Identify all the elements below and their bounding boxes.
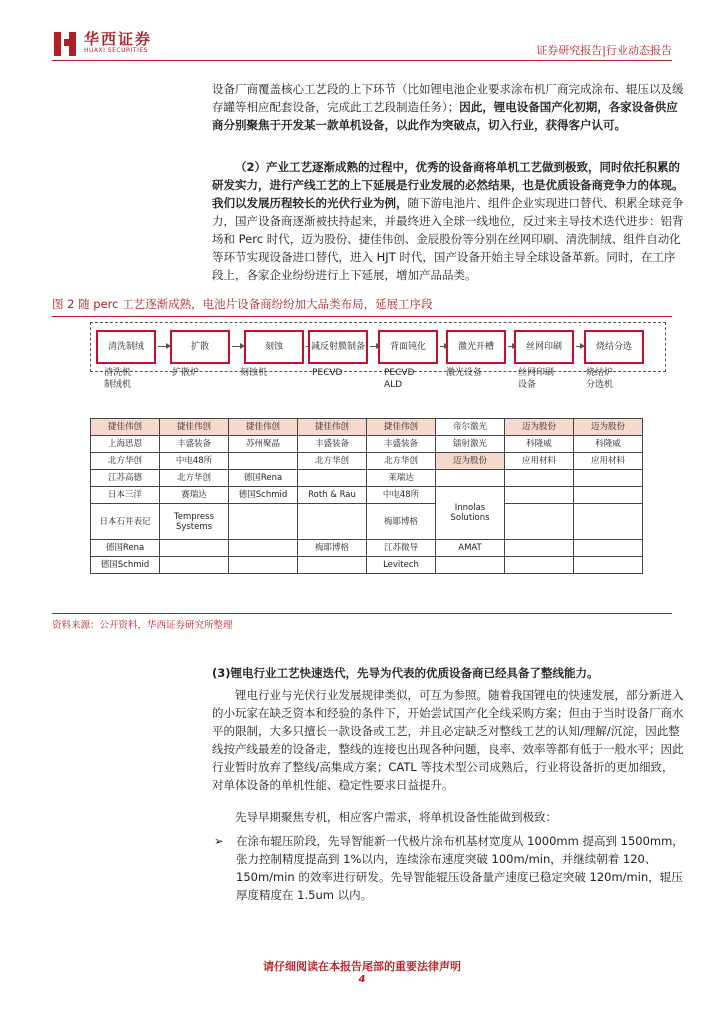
table-cell: 苏州聚晶 [229, 436, 298, 453]
page-header [0, 0, 724, 62]
table-cell: 赛瑞达 [160, 487, 229, 504]
table-cell: 丰盛装备 [298, 436, 367, 453]
table-cell: Roth & Rau [298, 487, 367, 504]
table-row [91, 540, 643, 557]
process-step: 减反射膜制备 [308, 330, 368, 364]
arrow-icon [576, 346, 584, 347]
header-divider [52, 60, 672, 61]
table-cell: 上海思恩 [91, 436, 160, 453]
table-header-cell: 迈为股份 [574, 419, 643, 436]
logo-english-name: HUAXI SECURITIES [84, 47, 148, 54]
table-cell: 北方华创 [298, 453, 367, 470]
footer-disclaimer: 请仔细阅读在本报告尾部的重要法律声明 [263, 960, 461, 973]
logo-chinese-name: 华西证券 [84, 30, 153, 48]
source-divider [52, 613, 672, 614]
table-header-cell: 捷佳伟创 [91, 419, 160, 436]
table-cell: 北方华创 [160, 470, 229, 487]
table-cell [505, 487, 574, 504]
table-cell: 中电48所 [160, 453, 229, 470]
figure-title: 图 2 随 perc 工艺逐渐成熟，电池片设备商纷纷加大品类布局，延展工序段 [52, 297, 433, 311]
table-cell [229, 540, 298, 557]
table-cell [160, 557, 229, 574]
table-cell: Tempress Systems [160, 504, 229, 540]
table-row [91, 470, 643, 487]
table-cell: 中电48所 [367, 487, 436, 504]
table-cell: 德国Rena [91, 540, 160, 557]
table-header-cell: 帝尔激光 [436, 419, 505, 436]
table-row [91, 557, 643, 574]
table-cell: 镭射激光 [436, 436, 505, 453]
table-cell: 德国Schmid [91, 557, 160, 574]
table-header-row [91, 419, 643, 436]
table-header-cell: 捷佳伟创 [298, 419, 367, 436]
paragraph-1 [212, 80, 684, 134]
logo-mark-icon [52, 30, 78, 56]
table-cell [505, 470, 574, 487]
bullet-item [214, 832, 688, 904]
figure-source: 资料来源：公开资料，华西证券研究所整理 [52, 620, 233, 631]
paragraph-5: 先导早期聚焦专机，相应客户需求，将单机设备性能做到极致： [235, 810, 557, 824]
table-cell: 江苏微导 [367, 540, 436, 557]
table-cell: 日本石井表记 [91, 504, 160, 540]
section-heading-3: (3)锂电行业工艺快速迭代，先导为代表的优质设备商已经具备了整线能力。 [212, 666, 599, 680]
figure-divider-top [52, 316, 672, 317]
process-step: 背面钝化 [378, 330, 438, 364]
table-cell [229, 557, 298, 574]
process-step: 刻蚀 [244, 330, 304, 364]
paragraph-2-bold: （2）产业工艺逐渐成熟的过程中，优秀的设备商将单机工艺做到极致，同时依托积累的研发实力，进行产线工艺的上下延展是行业发展的必然结果，也是优质设备商竞争力的体现。我们以发展历程较长的光伏行业为例， [212, 160, 684, 210]
table-cell [229, 453, 298, 470]
table-cell: 江苏高德 [91, 470, 160, 487]
table-cell: Levitech [367, 557, 436, 574]
table-cell: 科隆威 [505, 436, 574, 453]
table-cell: 应用材料 [574, 453, 643, 470]
table-header-cell: 捷佳伟创 [229, 419, 298, 436]
process-step: 烧结分选 [584, 330, 644, 364]
page-number: 4 [358, 974, 366, 985]
table-cell [574, 470, 643, 487]
equipment-label: 清洗机 制绒机 [104, 368, 132, 390]
paragraph-1-bold: 因此，锂电设备国产化初期，各家设备供应商分别聚焦于开发某一款单机设备，以此作为突破点，切入行业，获得客户认可。 [212, 100, 678, 132]
table-row [91, 453, 643, 470]
paragraph-4: 锂电行业与光伏行业发展规律类似，可互为参照。随着我国锂电的快速发展，部分新进入的小玩家在缺乏资本和经验的条件下，开始尝试国产化全线采购方案；但由于当时设备厂商水平的限制，大多只擅长一款设备或工艺，并且必定缺乏对整线工艺的认知/理解/沉淀，因此整线按产线最差的设备走，整线的连接也出现各种问题，良率、效率等都有低于一般水平；因此行业暂时放弃了整线/高集成方案；CATL 等技术型公司成熟后，行业将设备折的更加细致，对单体设备的单机性能、稳定性要求日益提升。 [212, 688, 684, 792]
equipment-label: 烧结炉 分选机 [586, 368, 614, 390]
table-cell: 丰盛装备 [160, 436, 229, 453]
table-cell [160, 540, 229, 557]
table-cell: 日本三洋 [91, 487, 160, 504]
table-cell [298, 557, 367, 574]
arrow-icon [158, 346, 170, 347]
table-row [91, 436, 643, 453]
table-cell: Innolas Solutions [436, 487, 505, 540]
table-cell: 梅耶博格 [367, 504, 436, 540]
bullet-text: 在涂布辊压阶段，先导智能新一代极片涂布机基材宽度从 1000mm 提高到 1500mm，张力控制精度提高到 1%以内，连续涂布速度突破 100m/min，并继续朝着 120、150m/min 的效率进行研发。先导智能辊压设备量产速度已稳定突破 120m/min，辊压厚度精度在 1.5um 以内。 [236, 834, 684, 902]
bullet-arrow-icon: ➢ [214, 834, 224, 848]
table-cell: 北方华创 [91, 453, 160, 470]
process-step: 丝网印刷 [514, 330, 574, 364]
table-cell: 迈为股份 [436, 453, 505, 470]
paragraph-1-text: 设备厂商覆盖核心工艺段的上下环节（比如锂电池企业要求涂布机厂商完成涂布、辊压以及缓存罐等相应配套设备，完成此工艺段制造任务）； [212, 82, 684, 114]
table-cell [298, 504, 367, 540]
table-cell [574, 487, 643, 504]
table-cell [505, 504, 574, 540]
report-type-label: 证券研究报告|行业动态报告 [536, 44, 672, 57]
table-cell: 莱瑞达 [367, 470, 436, 487]
table-row [91, 487, 643, 504]
table-cell [229, 504, 298, 540]
table-cell [574, 557, 643, 574]
table-cell [505, 540, 574, 557]
table-cell: AMAT [436, 540, 505, 557]
table-cell [436, 470, 505, 487]
equipment-label: 扩散炉 [172, 368, 200, 378]
table-cell: 梅耶博格 [298, 540, 367, 557]
process-step: 清洗制绒 [96, 330, 156, 364]
equipment-label: PECVD ALD [384, 368, 415, 390]
process-step: 激光开槽 [446, 330, 506, 364]
table-cell: 德国Schmid [229, 487, 298, 504]
table-cell [574, 540, 643, 557]
table-cell [574, 504, 643, 540]
table-cell: 丰盛装备 [367, 436, 436, 453]
equipment-label: 激光设备 [446, 368, 483, 378]
company-logo [52, 30, 152, 56]
arrow-icon [232, 346, 244, 347]
table-cell: 科隆威 [574, 436, 643, 453]
table-row [91, 504, 643, 540]
table-cell: 德国Rena [229, 470, 298, 487]
process-step: 扩散 [170, 330, 230, 364]
figure-area [90, 320, 670, 610]
table-cell: 北方华创 [367, 453, 436, 470]
table-header-cell: 迈为股份 [505, 419, 574, 436]
table-header-cell: 捷佳伟创 [367, 419, 436, 436]
equipment-label: 丝网印刷 设备 [518, 368, 555, 390]
equipment-label: 刻蚀机 [240, 368, 268, 378]
table-header-cell: 捷佳伟创 [160, 419, 229, 436]
table-cell [298, 470, 367, 487]
table-cell [505, 557, 574, 574]
paragraph-2-text: 随下游电池片、组件企业实现进口替代、积累全球竞争力，国产设备商逐渐被扶持起来，并最终进入全球一线地位，反过来主导技术迭代进步：铝背场和 Perc 时代，迈为股份、捷佳伟创、金辰股份等分别在丝网印刷、清洗制绒、组件自动化等环节实现设备进口替代，进入 HJT 时代，国产设备开始主导全球设备革新。同时，在工序段上，各家企业纷纷进行上下延展，增加产品品类。 [212, 196, 684, 282]
table-cell: 应用材料 [505, 453, 574, 470]
table-cell [436, 557, 505, 574]
equipment-label: PECVD [312, 368, 343, 378]
paragraph-2 [212, 158, 684, 284]
vendor-table [90, 418, 643, 574]
